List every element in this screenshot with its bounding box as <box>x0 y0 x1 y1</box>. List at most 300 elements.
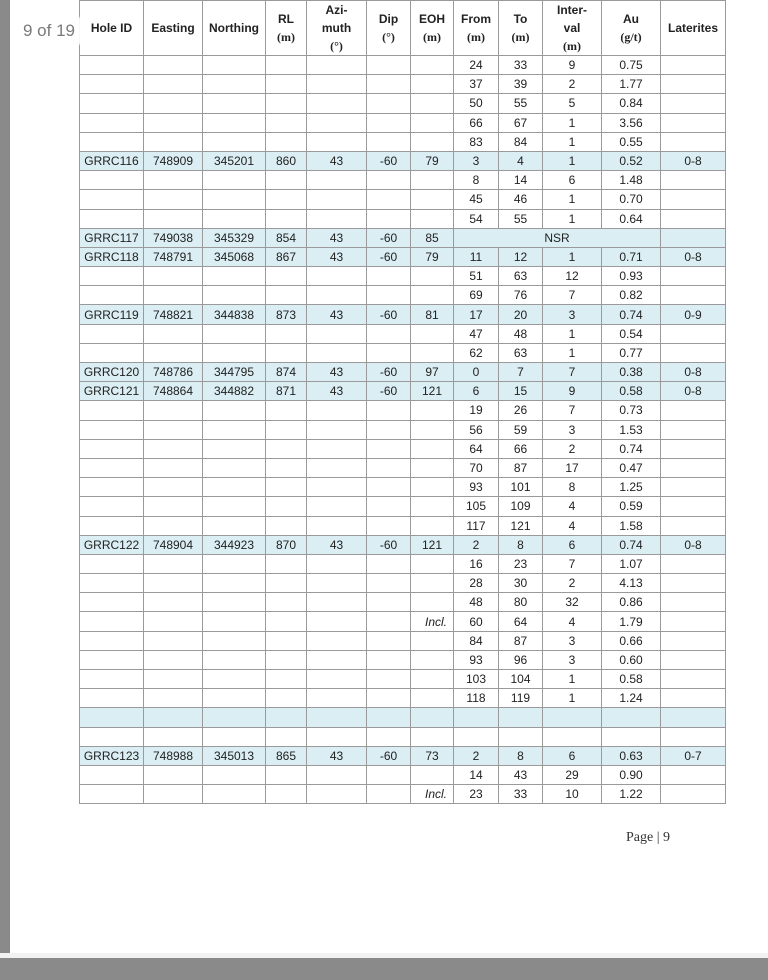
table-cell-au: 0.93 <box>602 267 661 286</box>
table-cell-dip: -60 <box>367 247 411 266</box>
table-cell-rl <box>266 765 307 784</box>
table-cell-to: 119 <box>499 689 543 708</box>
table-cell-eoh: 97 <box>411 363 454 382</box>
table-cell-interval: 1 <box>543 324 602 343</box>
table-cell-au: 1.77 <box>602 75 661 94</box>
table-cell-rl <box>266 132 307 151</box>
table-cell-from: 93 <box>454 478 499 497</box>
table-cell-dip <box>367 56 411 75</box>
column-header-line: (m) <box>511 30 530 44</box>
table-cell-rl <box>266 708 307 727</box>
table-row <box>80 209 726 228</box>
table-cell-azimuth: 43 <box>307 363 367 382</box>
table-cell-eoh <box>411 516 454 535</box>
table-cell-dip <box>367 785 411 804</box>
table-cell-hole-id <box>80 75 144 94</box>
table-cell-to: 63 <box>499 343 543 362</box>
table-cell-dip <box>367 708 411 727</box>
table-cell-from: 48 <box>454 593 499 612</box>
table-cell-hole-id <box>80 420 144 439</box>
table-cell-northing <box>203 458 266 477</box>
table-cell-eoh <box>411 75 454 94</box>
table-cell-hole-id <box>80 478 144 497</box>
table-cell-rl: 871 <box>266 382 307 401</box>
table-cell-azimuth <box>307 190 367 209</box>
table-cell-eoh <box>411 689 454 708</box>
table-cell-hole-id: GRRC122 <box>80 535 144 554</box>
table-cell-azimuth <box>307 94 367 113</box>
table-cell-interval: 9 <box>543 56 602 75</box>
table-cell-dip <box>367 113 411 132</box>
table-cell-to: 15 <box>499 382 543 401</box>
table-cell-dip <box>367 670 411 689</box>
table-cell-azimuth: 43 <box>307 305 367 324</box>
table-cell-easting: 748786 <box>144 363 203 382</box>
table-cell-from: 45 <box>454 190 499 209</box>
table-cell-northing <box>203 478 266 497</box>
table-cell-to: 87 <box>499 631 543 650</box>
table-cell-to: 30 <box>499 574 543 593</box>
table-row <box>80 765 726 784</box>
table-cell-rl <box>266 458 307 477</box>
table-cell-laterites <box>661 209 726 228</box>
table-cell-rl <box>266 324 307 343</box>
table-cell-to: 46 <box>499 190 543 209</box>
table-cell-rl: 870 <box>266 535 307 554</box>
table-cell-dip <box>367 516 411 535</box>
table-cell-eoh: 81 <box>411 305 454 324</box>
table-cell-eoh: 85 <box>411 228 454 247</box>
table-cell-to: 64 <box>499 612 543 631</box>
table-cell-interval: 1 <box>543 151 602 170</box>
table-cell-laterites <box>661 727 726 746</box>
table-cell-au: 1.07 <box>602 554 661 573</box>
table-row <box>80 75 726 94</box>
table-cell-eoh <box>411 171 454 190</box>
table-cell-interval <box>543 727 602 746</box>
table-cell-laterites <box>661 631 726 650</box>
table-cell-rl: 874 <box>266 363 307 382</box>
table-cell-northing <box>203 343 266 362</box>
table-cell-au: 0.66 <box>602 631 661 650</box>
table-cell-azimuth <box>307 670 367 689</box>
table-cell-dip <box>367 612 411 631</box>
column-header-hole-id <box>80 1 144 56</box>
table-cell-hole-id <box>80 708 144 727</box>
table-cell-azimuth <box>307 554 367 573</box>
table-cell-dip <box>367 324 411 343</box>
table-cell-interval: 1 <box>543 209 602 228</box>
table-cell-azimuth: 43 <box>307 228 367 247</box>
table-cell-hole-id: GRRC121 <box>80 382 144 401</box>
table-cell-interval: 29 <box>543 765 602 784</box>
table-cell-au: 0.84 <box>602 94 661 113</box>
table-cell-azimuth <box>307 574 367 593</box>
table-cell-azimuth <box>307 113 367 132</box>
table-cell-easting <box>144 94 203 113</box>
table-cell-hole-id <box>80 113 144 132</box>
table-cell-dip <box>367 478 411 497</box>
table-cell-laterites <box>661 171 726 190</box>
table-cell-easting <box>144 670 203 689</box>
table-cell-laterites <box>661 267 726 286</box>
column-header-line: To <box>513 12 528 26</box>
table-cell-interval: 4 <box>543 516 602 535</box>
table-cell-azimuth <box>307 689 367 708</box>
table-cell-laterites <box>661 458 726 477</box>
table-cell-eoh: 79 <box>411 247 454 266</box>
table-cell-azimuth <box>307 708 367 727</box>
table-cell-northing <box>203 420 266 439</box>
table-cell-from: 37 <box>454 75 499 94</box>
table-cell-eoh <box>411 267 454 286</box>
table-cell-rl <box>266 209 307 228</box>
table-cell-from: 103 <box>454 670 499 689</box>
column-header-line: Inter- <box>557 3 587 17</box>
table-cell-interval: 7 <box>543 286 602 305</box>
table-cell-easting <box>144 439 203 458</box>
table-row <box>80 286 726 305</box>
table-cell-eoh <box>411 401 454 420</box>
table-cell-au: 0.59 <box>602 497 661 516</box>
table-cell-hole-id <box>80 593 144 612</box>
table-cell-easting <box>144 420 203 439</box>
table-cell-easting <box>144 478 203 497</box>
table-row <box>80 689 726 708</box>
table-cell-from: 47 <box>454 324 499 343</box>
table-cell-easting <box>144 708 203 727</box>
table-cell-dip <box>367 689 411 708</box>
table-cell-northing <box>203 670 266 689</box>
table-cell-eoh: 79 <box>411 151 454 170</box>
table-cell-to: 80 <box>499 593 543 612</box>
page-footer: Page | 9 <box>626 830 671 845</box>
table-cell-from: 2 <box>454 535 499 554</box>
table-cell-azimuth <box>307 765 367 784</box>
table-row <box>80 535 726 554</box>
page-bottom-edge <box>0 953 768 958</box>
table-cell-northing <box>203 401 266 420</box>
table-row <box>80 401 726 420</box>
table-cell-easting <box>144 574 203 593</box>
table-cell-easting <box>144 554 203 573</box>
table-cell-easting: 748988 <box>144 746 203 765</box>
column-header-line: val <box>563 21 581 35</box>
table-cell-northing <box>203 286 266 305</box>
table-cell-easting <box>144 209 203 228</box>
table-cell-au: 0.70 <box>602 190 661 209</box>
table-cell-from <box>454 708 499 727</box>
table-cell-hole-id <box>80 132 144 151</box>
table-cell-from: 69 <box>454 286 499 305</box>
table-row <box>80 439 726 458</box>
table-cell-from: 8 <box>454 171 499 190</box>
table-cell-dip <box>367 75 411 94</box>
table-cell-laterites <box>661 670 726 689</box>
table-cell-dip: -60 <box>367 363 411 382</box>
table-cell-from: 28 <box>454 574 499 593</box>
table-cell-interval: 7 <box>543 401 602 420</box>
table-cell-azimuth <box>307 612 367 631</box>
table-row <box>80 151 726 170</box>
table-cell-from: 56 <box>454 420 499 439</box>
column-header-line: muth <box>321 21 352 35</box>
table-cell-dip: -60 <box>367 305 411 324</box>
table-cell-rl <box>266 75 307 94</box>
table-cell-laterites <box>661 286 726 305</box>
table-cell-hole-id <box>80 689 144 708</box>
table-cell-to: 55 <box>499 209 543 228</box>
table-cell-interval: 3 <box>543 631 602 650</box>
table-cell-hole-id <box>80 785 144 804</box>
table-cell-northing <box>203 554 266 573</box>
table-cell-to: 4 <box>499 151 543 170</box>
table-cell-to: 26 <box>499 401 543 420</box>
table-cell-azimuth <box>307 401 367 420</box>
table-cell-eoh: Incl. <box>411 785 454 804</box>
table-cell-eoh <box>411 593 454 612</box>
table-cell-to: 76 <box>499 286 543 305</box>
table-cell-interval: 3 <box>543 305 602 324</box>
table-row <box>80 420 726 439</box>
table-cell-au: 0.74 <box>602 439 661 458</box>
nsr-cell: NSR <box>454 228 661 247</box>
table-cell-easting <box>144 286 203 305</box>
table-cell-from: 24 <box>454 56 499 75</box>
table-cell-laterites <box>661 324 726 343</box>
column-header-northing <box>203 1 266 56</box>
table-cell-au: 0.74 <box>602 305 661 324</box>
table-body <box>80 56 726 804</box>
table-cell-to: 12 <box>499 247 543 266</box>
table-cell-from: 51 <box>454 267 499 286</box>
table-cell-laterites <box>661 516 726 535</box>
table-cell-easting <box>144 689 203 708</box>
table-cell-au: 1.79 <box>602 612 661 631</box>
table-cell-northing: 345329 <box>203 228 266 247</box>
table-cell-dip: -60 <box>367 151 411 170</box>
table-cell-to: 23 <box>499 554 543 573</box>
column-header-laterites <box>661 1 726 56</box>
table-cell-from: 14 <box>454 765 499 784</box>
table-cell-to: 43 <box>499 765 543 784</box>
table-cell-au: 0.73 <box>602 401 661 420</box>
table-cell-laterites <box>661 113 726 132</box>
table-cell-au <box>602 708 661 727</box>
table-cell-easting: 748791 <box>144 247 203 266</box>
table-cell-rl <box>266 267 307 286</box>
table-cell-from: 23 <box>454 785 499 804</box>
table-cell-easting: 748864 <box>144 382 203 401</box>
table-cell-hole-id <box>80 650 144 669</box>
table-cell-hole-id <box>80 343 144 362</box>
column-header-from <box>454 1 499 56</box>
table-cell-hole-id <box>80 574 144 593</box>
column-header-line: Laterites <box>667 21 719 35</box>
table-cell-dip <box>367 420 411 439</box>
table-cell-azimuth <box>307 593 367 612</box>
table-cell-easting <box>144 343 203 362</box>
column-header-azimuth <box>307 1 367 56</box>
table-cell-eoh <box>411 420 454 439</box>
table-cell-hole-id: GRRC118 <box>80 247 144 266</box>
table-cell-dip <box>367 554 411 573</box>
table-cell-to: 84 <box>499 132 543 151</box>
table-row <box>80 746 726 765</box>
table-cell-to <box>499 708 543 727</box>
table-cell-northing <box>203 94 266 113</box>
table-row <box>80 497 726 516</box>
column-header-interval <box>543 1 602 56</box>
table-cell-from: 0 <box>454 363 499 382</box>
table-cell-eoh <box>411 765 454 784</box>
table-cell-hole-id: GRRC123 <box>80 746 144 765</box>
table-cell-from: 50 <box>454 94 499 113</box>
table-cell-from: 60 <box>454 612 499 631</box>
table-row <box>80 94 726 113</box>
table-cell-laterites <box>661 420 726 439</box>
table-cell-to <box>499 727 543 746</box>
table-cell-laterites: 0-8 <box>661 535 726 554</box>
table-cell-easting <box>144 631 203 650</box>
table-row <box>80 727 726 746</box>
table-cell-hole-id <box>80 631 144 650</box>
table-cell-laterites <box>661 612 726 631</box>
table-cell-laterites <box>661 650 726 669</box>
table-cell-interval: 6 <box>543 171 602 190</box>
table-cell-rl <box>266 56 307 75</box>
table-cell-azimuth <box>307 171 367 190</box>
table-cell-eoh <box>411 132 454 151</box>
table-cell-from: 83 <box>454 132 499 151</box>
table-cell-laterites <box>661 75 726 94</box>
table-cell-rl: 867 <box>266 247 307 266</box>
table-cell-rl <box>266 343 307 362</box>
table-row <box>80 324 726 343</box>
table-cell-hole-id <box>80 670 144 689</box>
table-cell-easting <box>144 497 203 516</box>
table-cell-rl <box>266 286 307 305</box>
table-cell-dip <box>367 401 411 420</box>
table-cell-eoh <box>411 727 454 746</box>
column-header-line: (g/t) <box>620 30 642 44</box>
table-cell-dip <box>367 132 411 151</box>
table-cell-eoh <box>411 670 454 689</box>
table-cell-easting: 748904 <box>144 535 203 554</box>
table-cell-eoh <box>411 56 454 75</box>
table-cell-to: 63 <box>499 267 543 286</box>
table-cell-laterites <box>661 401 726 420</box>
table-cell-eoh: 73 <box>411 746 454 765</box>
table-cell-eoh <box>411 94 454 113</box>
table-cell-hole-id <box>80 94 144 113</box>
table-cell-dip <box>367 439 411 458</box>
table-cell-easting <box>144 401 203 420</box>
table-cell-hole-id <box>80 401 144 420</box>
table-cell-northing <box>203 765 266 784</box>
table-cell-hole-id <box>80 56 144 75</box>
table-cell-au: 4.13 <box>602 574 661 593</box>
table-row <box>80 458 726 477</box>
table-cell-easting <box>144 650 203 669</box>
table-cell-au: 0.75 <box>602 56 661 75</box>
table-row <box>80 343 726 362</box>
table-cell-from: 3 <box>454 151 499 170</box>
table-cell-rl <box>266 113 307 132</box>
table-cell-to: 39 <box>499 75 543 94</box>
table-cell-eoh: Incl. <box>411 612 454 631</box>
table-cell-rl <box>266 171 307 190</box>
table-cell-interval: 2 <box>543 439 602 458</box>
table-cell-laterites <box>661 554 726 573</box>
table-cell-dip <box>367 574 411 593</box>
table-cell-rl <box>266 631 307 650</box>
table-cell-rl <box>266 478 307 497</box>
table-row <box>80 132 726 151</box>
table-cell-hole-id <box>80 497 144 516</box>
table-row <box>80 708 726 727</box>
table-cell-rl: 860 <box>266 151 307 170</box>
table-cell-rl <box>266 439 307 458</box>
table-cell-interval: 1 <box>543 132 602 151</box>
table-cell-interval: 4 <box>543 612 602 631</box>
table-cell-rl <box>266 689 307 708</box>
table-cell-interval: 17 <box>543 458 602 477</box>
table-cell-laterites: 0-8 <box>661 247 726 266</box>
column-header-dip <box>367 1 411 56</box>
table-cell-dip <box>367 343 411 362</box>
table-cell-eoh <box>411 650 454 669</box>
table-cell-interval: 10 <box>543 785 602 804</box>
table-cell-au: 0.60 <box>602 650 661 669</box>
table-cell-from: 84 <box>454 631 499 650</box>
table-cell-azimuth <box>307 209 367 228</box>
table-cell-eoh: 121 <box>411 535 454 554</box>
table-cell-to: 66 <box>499 439 543 458</box>
table-cell-easting <box>144 516 203 535</box>
table-cell-northing <box>203 56 266 75</box>
table-cell-rl: 873 <box>266 305 307 324</box>
table-cell-northing: 344838 <box>203 305 266 324</box>
table-cell-dip: -60 <box>367 535 411 554</box>
table-cell-eoh <box>411 286 454 305</box>
table-cell-northing: 345013 <box>203 746 266 765</box>
table-cell-interval: 4 <box>543 497 602 516</box>
table-cell-laterites <box>661 689 726 708</box>
table-cell-easting <box>144 612 203 631</box>
table-cell-hole-id <box>80 209 144 228</box>
table-cell-rl: 865 <box>266 746 307 765</box>
table-cell-au: 0.58 <box>602 382 661 401</box>
table-cell-au: 0.54 <box>602 324 661 343</box>
table-cell-from: 17 <box>454 305 499 324</box>
table-cell-from: 66 <box>454 113 499 132</box>
table-header-row <box>80 1 726 56</box>
table-cell-hole-id <box>80 286 144 305</box>
table-cell-azimuth <box>307 497 367 516</box>
table-cell-easting <box>144 171 203 190</box>
table-cell-au: 1.22 <box>602 785 661 804</box>
table-cell-laterites <box>661 343 726 362</box>
table-cell-northing <box>203 574 266 593</box>
table-cell-rl <box>266 727 307 746</box>
table-cell-interval: 32 <box>543 593 602 612</box>
table-cell-northing: 345068 <box>203 247 266 266</box>
table-cell-laterites <box>661 708 726 727</box>
table-cell-easting <box>144 56 203 75</box>
table-cell-interval: 2 <box>543 574 602 593</box>
table-cell-rl <box>266 190 307 209</box>
